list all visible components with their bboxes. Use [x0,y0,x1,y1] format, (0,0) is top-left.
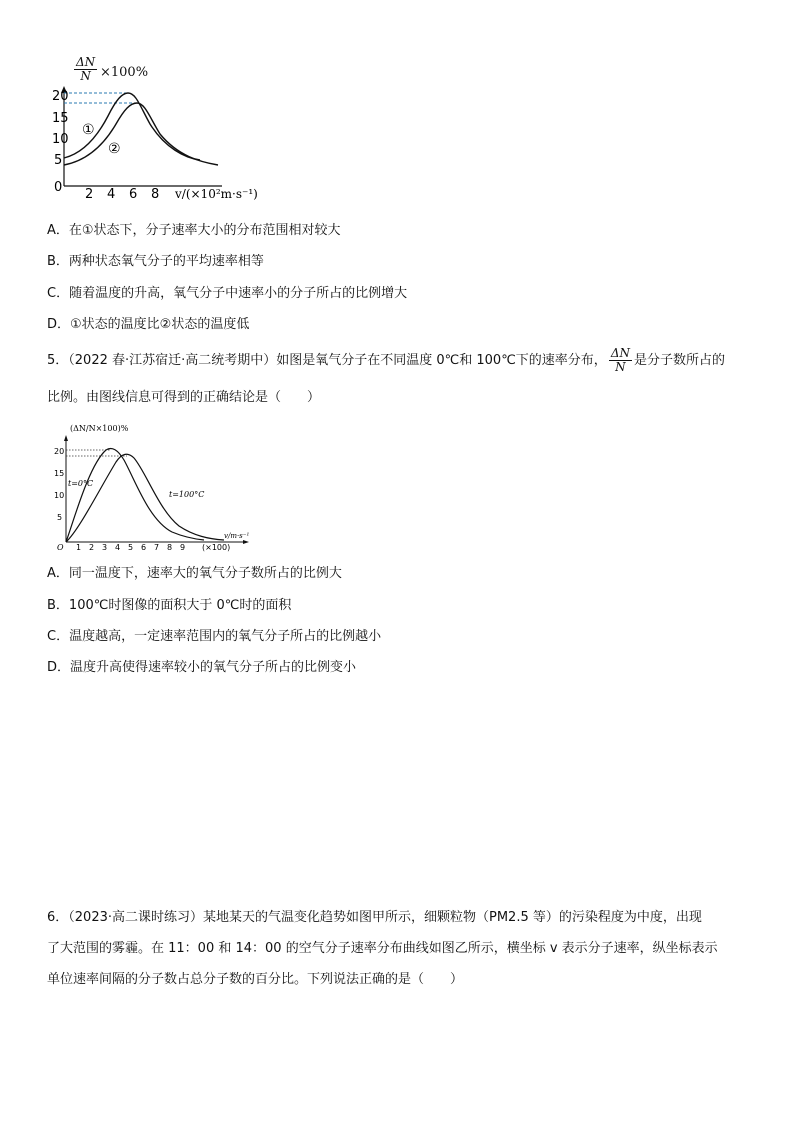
figure-2-ytick-10: 10 [54,491,65,500]
q5-option-b-text: 100℃时图像的面积大于 0℃时的面积 [68,598,292,613]
q4-option-d [47,316,249,334]
figure-2-xtick-7: 7 [154,543,160,552]
q5-stem-suffix: 是分子数所占的 [633,353,725,368]
q4-option-a-text: 在①状态下，分子速率大小的分布范围相对较大 [68,223,341,238]
q5-option-b [47,597,291,615]
q4-option-c [47,285,407,303]
q5-option-a-text: 同一温度下，速率大的氧气分子数所占的比例大 [68,566,342,581]
figure-2-xtick-6: 6 [141,543,147,552]
q4-option-c-text: 随着温度的升高，氧气分子中速率小的分子所占的比例增大 [69,286,408,301]
figure-2-ylabel: (ΔN/N×100)% [70,424,129,433]
q5-option-b-letter: B． [47,598,69,613]
figure-2-xtick-1: 1 [76,543,82,552]
figure-1 [50,56,290,206]
q5-fraction [609,347,632,374]
figure-2-xtick-3: 3 [102,543,108,552]
figure-2-xtick-8: 8 [167,543,173,552]
figure-2-plot [54,420,284,555]
figure-1-ytick-20: 20 [52,89,69,104]
figure-2-ytick-15: 15 [54,469,65,478]
q5-option-a-letter: A． [47,566,69,581]
figure-2-x-arrow [243,540,249,544]
q5-option-d-letter: D． [47,660,71,675]
q6-stem-line-2: 了大范围的雾霾。在 11：00 和 14：00 的空气分子速率分布曲线如图乙所示，横坐标 v 表示分子速率，纵坐标表示 [47,941,718,956]
figure-2-xtick-2: 2 [89,543,95,552]
figure-1-plot [50,56,290,206]
q5-option-d-text: 温度升高使得速率较小的氧气分子所占的比例变小 [70,660,357,675]
figure-1-ytick-10: 10 [52,132,69,147]
q4-option-b-text: 两种状态氧气分子的平均速率相等 [68,254,264,269]
figure-2-origin: O [57,543,64,552]
figure-2-xlabel: v/m·s⁻¹ [224,532,250,540]
q6-stem-line-3: 单位速率间隔的分子数占总分子数的百分比。下列说法正确的是（ ） [47,972,464,987]
figure-1-xtick-8: 8 [151,187,160,202]
figure-2-ytick-20: 20 [54,447,65,456]
figure-1-xtick-2: 2 [85,187,94,202]
figure-2-label-0c: t=0°C [68,479,94,488]
figure-1-ytick-5: 5 [54,153,63,168]
figure-1-ytick-0: 0 [54,180,63,195]
figure-1-xtick-6: 6 [129,187,138,202]
q5-fraction-numerator: ΔN [610,346,630,360]
q4-option-a-letter: A． [47,223,69,238]
figure-2-xtick-9: 9 [180,543,186,552]
figure-2-xtick-5: 5 [128,543,134,552]
figure-2-label-100c: t=100°C [169,490,205,499]
q5-option-c-text: 温度越高，一定速率范围内的氧气分子所占的比例越小 [69,629,382,644]
figure-1-ylabel-suffix: ×100% [100,65,149,80]
q6-stem-line-1: 6．（2023·高二课时练习）某地某天的气温变化趋势如图甲所示，细颗粒物（PM2.5 等）的污染程度为中度，出现 [47,910,702,925]
q4-option-c-letter: C． [47,286,70,301]
q5-stem-prefix: 5．（2022 春·江苏宿迁·高二统考期中）如图是氧气分子在不同温度 0℃和 100℃下的速率分布， [47,353,607,368]
figure-1-xlabel: v/(×10²m·s⁻¹) [175,187,258,201]
figure-2-ytick-5: 5 [57,513,63,522]
figure-1-curve-2-label: ② [108,141,121,157]
figure-2-xtick-4: 4 [115,543,121,552]
figure-2-y-arrow [64,435,68,441]
q5-option-a [47,565,342,583]
q4-option-a [47,222,341,240]
q4-option-d-text: ①状态的温度比②状态的温度低 [70,317,250,332]
q4-option-d-letter: D． [47,317,71,332]
figure-1-ylabel-numerator: ΔN [76,55,96,69]
q5-stem-line-2: 比例。由图线信息可得到的正确结论是（ ） [47,390,321,405]
figure-1-ylabel-denominator: N [80,69,91,83]
q5-option-c-letter: C． [47,629,70,644]
q4-option-b-letter: B． [47,254,69,269]
figure-1-curve-1-label: ① [82,122,95,138]
q5-fraction-denominator: N [615,360,626,374]
figure-1-ytick-15: 15 [52,111,69,126]
q5-option-d [47,659,356,677]
figure-2-xunit: (×100) [202,543,231,552]
q4-option-b [47,253,264,271]
q5-stem-line-1 [47,346,725,376]
figure-2 [54,420,284,555]
q5-option-c [47,628,381,646]
figure-1-xtick-4: 4 [107,187,116,202]
